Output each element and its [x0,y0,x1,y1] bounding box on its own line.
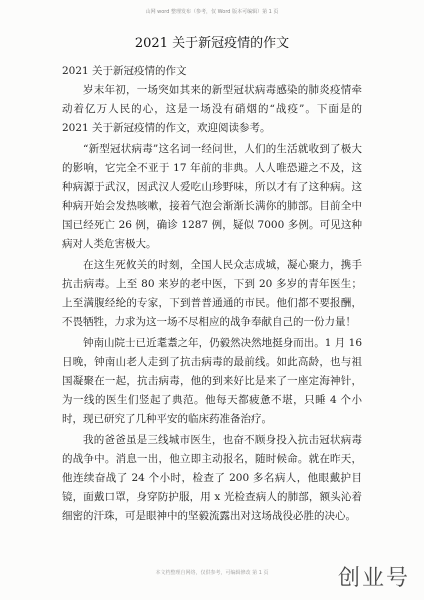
paragraph-zhong-nanshan: 钟南山院士已近耄耋之年，仍毅然决然地挺身而出。1 月 16 日晚，钟南山老人走到了抗击病毒的最前线。如此高龄，也与祖国凝聚在一起，抗击病毒，他的到来好比是来了一座定海神针，为一线的医生们竖起了典范。他每天都疲惫不堪，只睡 4 个小时，现已研究了几种平安的临床药准备治疗。 [62,337,362,425]
paragraph-father: 我的爸爸虽是三线城市医生，也奋不顾身投入抗击冠状病毒的战争中。消息一出，他立即主动报名，随时候命。就在昨天，他连续奋战了 24 个小时，检查了 200 多名病人，他眼戴护目镜，面戴口罩，身穿防护服，用 x 光检查病人的肺部，额头沁着细密的汗珠，可是眼神中的坚毅流露出对这场战役必胜的决心。 [62,434,362,522]
paragraph-virus: “新型冠状病毒”这名词一经问世，人们的生活就收到了极大的影响，它完全不亚于 17 年前的非典。人人唯恐避之不及，这种病源于武汉，因武汉人爱吃山珍野味，所以才有了这种病。这种病开始会发热咳嗽，接着气泡会渐渐长满你的肺部。目前全中国已经死亡 26 例，确诊 1287 例，疑似 7000 多例。可见这种病对人类危害极大。 [62,143,362,250]
document-title: 2021 关于新冠疫情的作文 [134,36,290,51]
paragraph-nation: 在这生死攸关的时刻，全国人民众志成城，凝心聚力，携手抗击病毒。上至 80 来岁的老中医，下到 20 多岁的青年医生；上至满腹经纶的专家，下到普普通通的市民。他们都不要报酬，不畏牺牲，力求为这一场不尽相应的战争奉献自己的一份力量！ [62,259,362,328]
paragraph-intro: 岁末年初，一场突如其来的新型冠状病毒感染的肺炎疫情牵动着亿万人民的心，这是一场没有硝烟的“战疫”。下面是的 2021 关于新冠疫情的作文，欢迎阅读参考。 [62,84,362,134]
watermark-logo: 创业号 [337,566,410,591]
document-body [62,62,362,528]
document-subtitle: 2021 关于新冠疫情的作文 [62,65,187,77]
page-header-note: 山网 word 整理发布（参考，仅 Word 版本可编辑）第 1 页 [145,9,279,15]
page-footer-note: 本文档整理自网络，仅供参考，可编辑修改 第 1 页 [155,570,269,576]
